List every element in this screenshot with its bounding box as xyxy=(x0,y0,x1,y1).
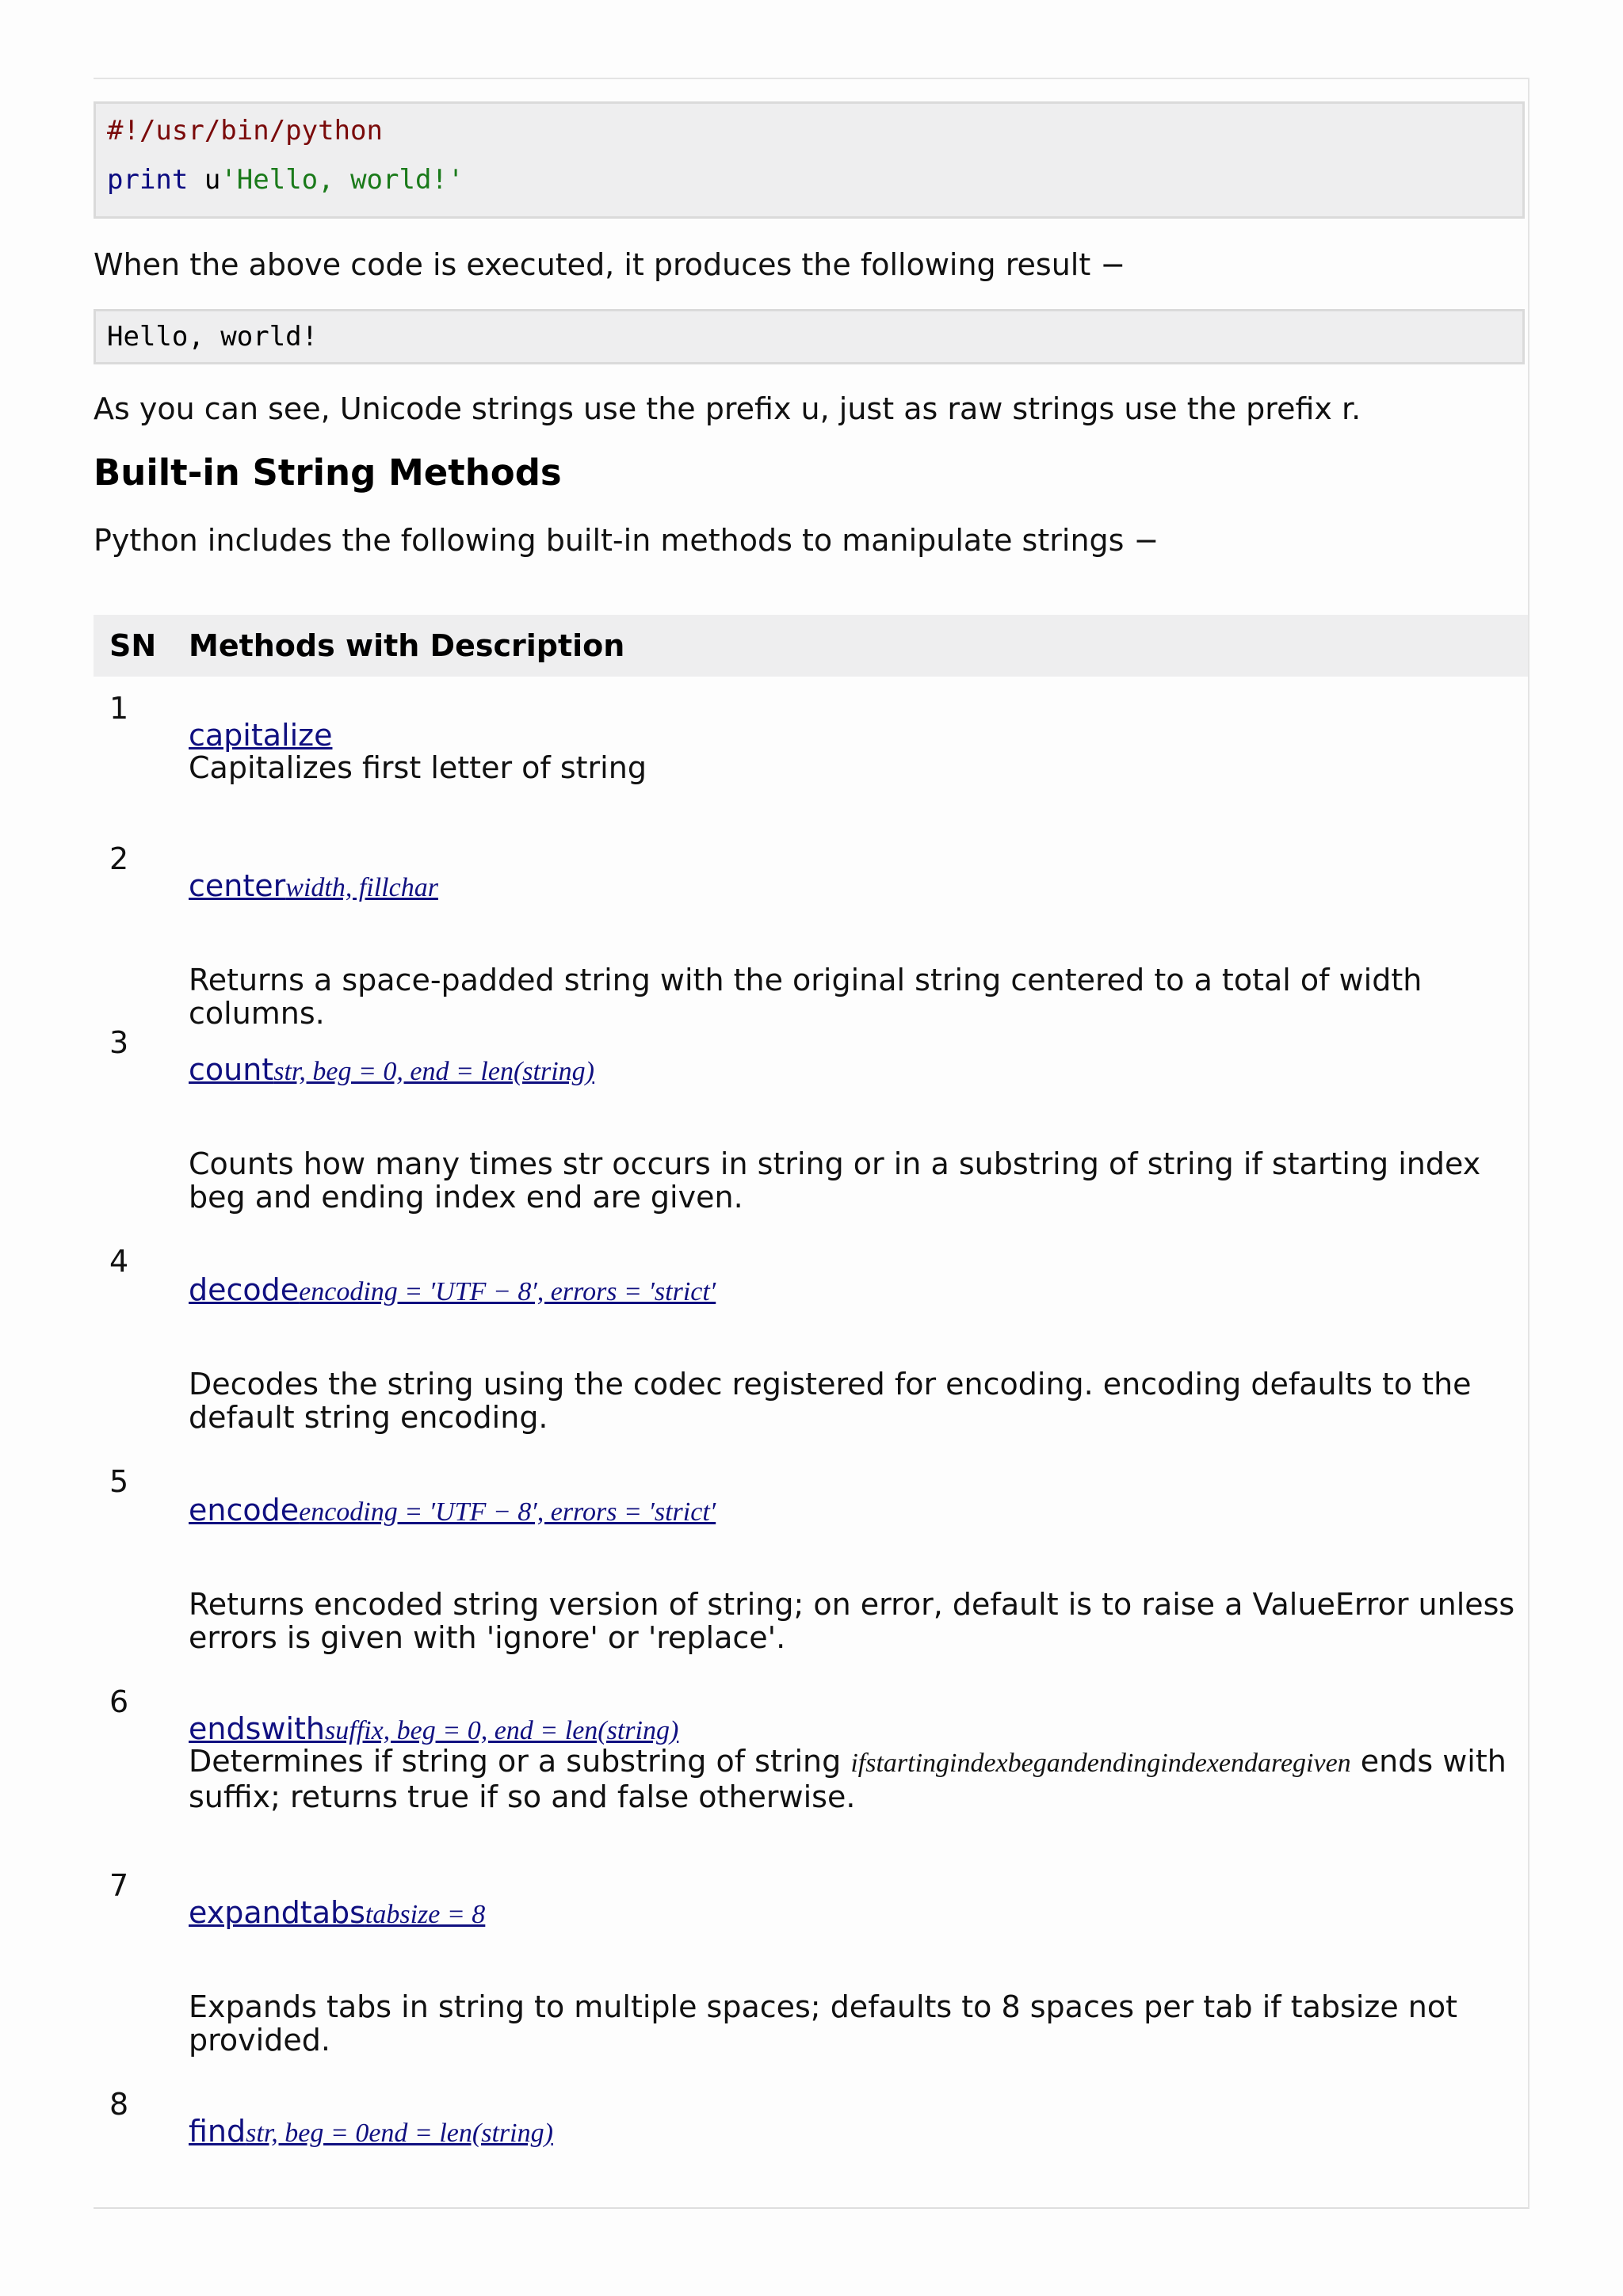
method-link-count[interactable] xyxy=(189,1052,594,1087)
method-signature: encoding = ′UTF − 8′, errors = ′strict′ xyxy=(299,1497,716,1527)
method-description: Decodes the string using the codec registered for encoding. encoding defaults to the default string encoding. xyxy=(189,1367,1472,1435)
method-name: endswith xyxy=(189,1711,326,1746)
method-name: capitalize xyxy=(189,718,333,753)
section-intro-text: Python includes the following built-in methods to manipulate strings − xyxy=(94,523,1159,558)
row-number: 7 xyxy=(109,1868,129,1903)
column-header-sn: SN xyxy=(109,628,157,663)
method-signature: str, beg = 0end = len(string) xyxy=(246,2119,553,2148)
row-number: 2 xyxy=(109,841,129,876)
method-signature: tabsize = 8 xyxy=(365,1900,486,1929)
method-name: encode xyxy=(189,1493,300,1527)
method-name: expandtabs xyxy=(189,1895,365,1930)
code-print-keyword: print xyxy=(107,164,189,196)
row-number: 1 xyxy=(109,691,129,726)
method-link-encode[interactable] xyxy=(189,1493,716,1527)
description-inline-math: ifstartingindexbegandendingindexendaregiven xyxy=(850,1749,1351,1778)
method-link-expandtabs[interactable] xyxy=(189,1895,485,1930)
row-number: 6 xyxy=(109,1684,129,1719)
method-name: decode xyxy=(189,1272,300,1307)
description-text: ends with suffix; returns true if so and false otherwise. xyxy=(189,1744,1507,1814)
code-string-literal: 'Hello, world!' xyxy=(220,164,464,196)
column-header-methods: Methods with Description xyxy=(189,628,625,663)
method-name: find xyxy=(189,2114,246,2149)
code-print-line xyxy=(107,164,464,196)
output-text: Hello, world! xyxy=(107,321,319,353)
code-block xyxy=(94,101,1525,219)
method-description: Counts how many times str occurs in string or in a substring of string if starting index beg and ending index end are given. xyxy=(189,1146,1481,1215)
code-unicode-prefix: u xyxy=(188,164,221,196)
unicode-note-text: As you can see, Unicode strings use the prefix u, just as raw strings use the prefix r. xyxy=(94,391,1361,426)
method-link-endswith[interactable] xyxy=(189,1711,678,1746)
description-text: Determines if string or a substring of string xyxy=(189,1744,851,1779)
method-description: Returns a space-padded string with the original string centered to a total of width columns. xyxy=(189,963,1423,1031)
method-description xyxy=(189,1745,1520,1814)
method-link-find[interactable] xyxy=(189,2114,553,2149)
method-signature: width, fillchar xyxy=(285,873,438,902)
method-link-decode[interactable] xyxy=(189,1272,716,1307)
method-description: Returns encoded string version of string; on error, default is to raise a ValueError unless errors is given with 'ignore' or 'replace'. xyxy=(189,1587,1515,1655)
method-link-capitalize[interactable] xyxy=(189,718,332,753)
method-description: Capitalizes first letter of string xyxy=(189,750,647,785)
row-number: 5 xyxy=(109,1464,129,1499)
method-name: center xyxy=(189,868,286,903)
method-signature: suffix, beg = 0, end = len(string) xyxy=(325,1716,679,1745)
method-description: Expands tabs in string to multiple spaces; defaults to 8 spaces per tab if tabsize not provided. xyxy=(189,1989,1458,2058)
output-block xyxy=(94,309,1525,364)
method-signature: str, beg = 0, end = len(string) xyxy=(273,1057,594,1086)
method-signature: encoding = ′UTF − 8′, errors = ′strict′ xyxy=(299,1277,716,1306)
row-number: 3 xyxy=(109,1025,129,1060)
table-header xyxy=(94,615,1528,677)
result-intro-text: When the above code is executed, it produces the following result − xyxy=(94,247,1126,282)
section-heading: Built-in String Methods xyxy=(94,452,562,494)
code-shebang-line: #!/usr/bin/python xyxy=(107,115,383,147)
row-number: 8 xyxy=(109,2087,129,2122)
row-number: 4 xyxy=(109,1244,129,1279)
method-link-center[interactable] xyxy=(189,868,438,903)
method-name: count xyxy=(189,1052,274,1087)
